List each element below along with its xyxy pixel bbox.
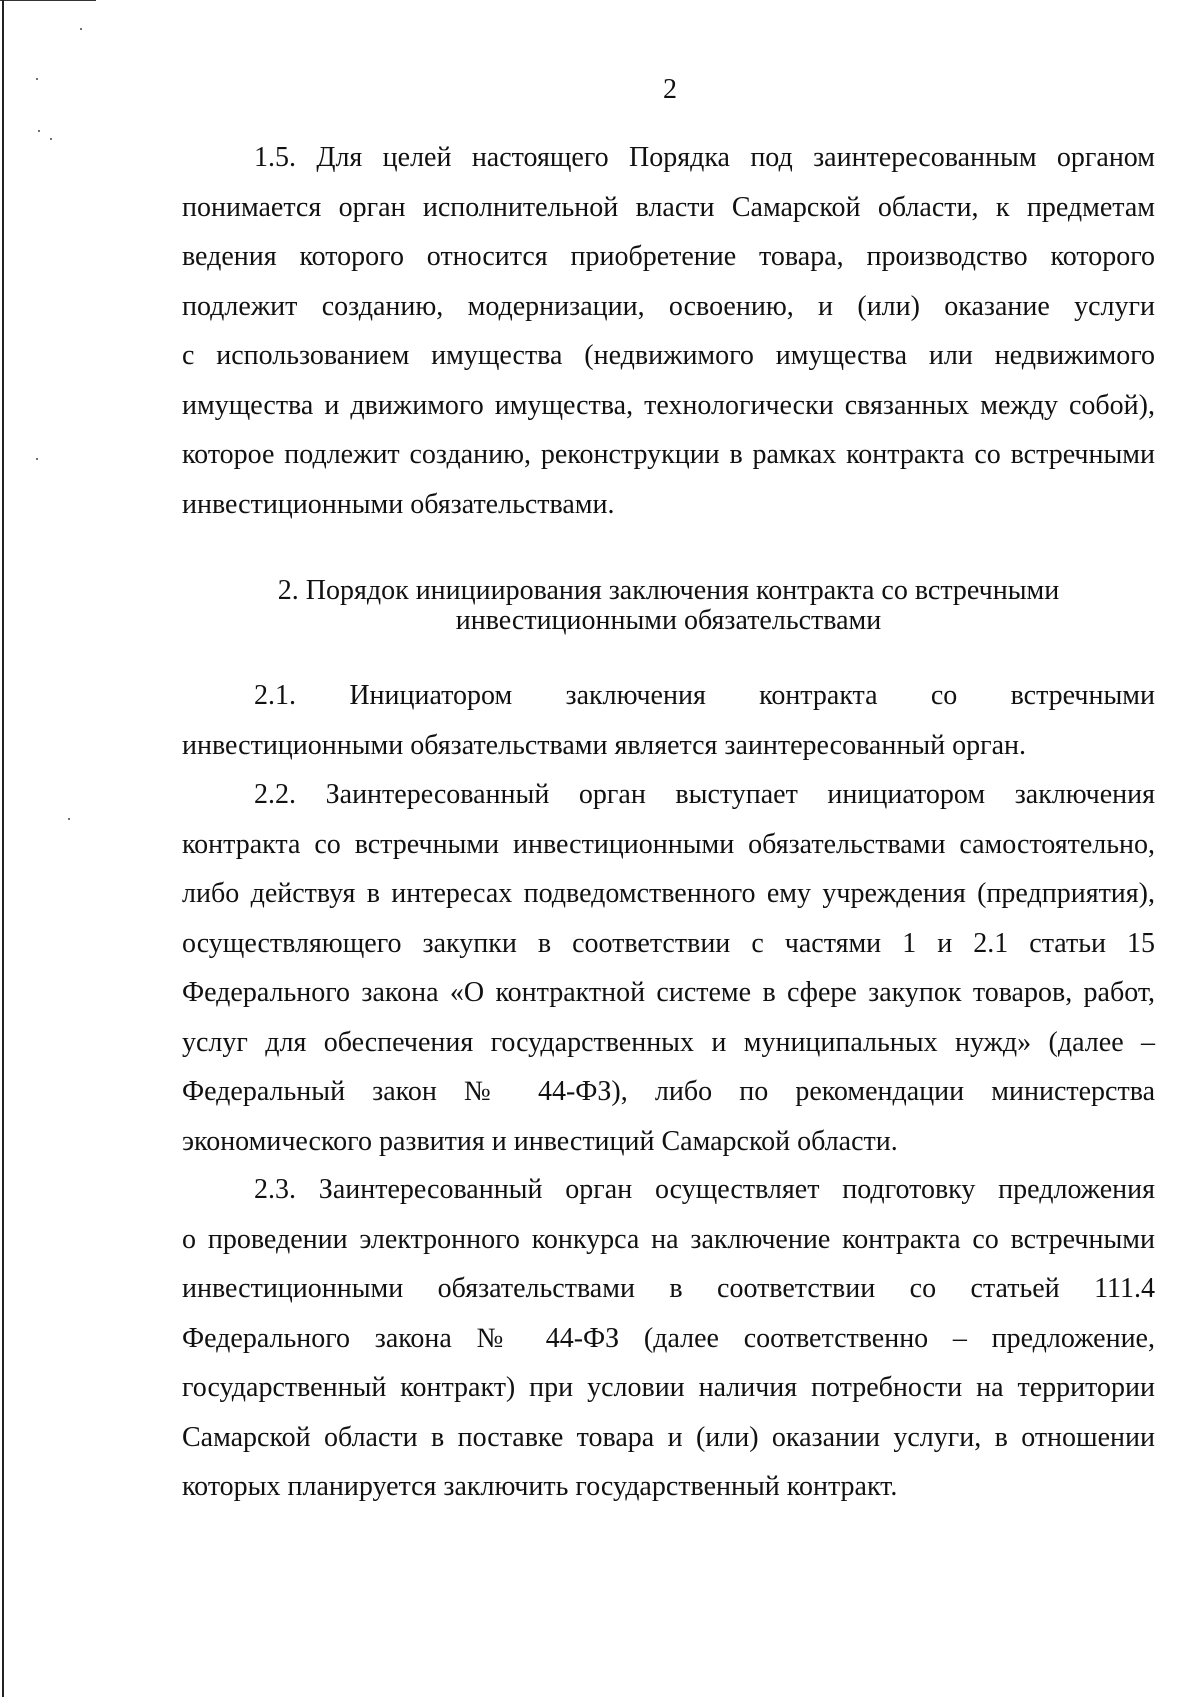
text-line: понимается орган исполнительной власти Самарской области, к предметам bbox=[182, 191, 1155, 223]
text-line: о проведении электронного конкурса на заключение контракта со встречными bbox=[182, 1223, 1155, 1255]
text-line: государственный контракт) при условии наличия потребности на территории bbox=[182, 1372, 1155, 1403]
text-line: услуг для обеспечения государственных и муниципальных нужд» (далее – bbox=[182, 1026, 1155, 1058]
text-line: которых планируется заключить государственный контракт. bbox=[182, 1471, 898, 1502]
text-line: ведения которого относится приобретение товара, производство которого bbox=[182, 241, 1155, 272]
text-line: имущества и движимого имущества, технологически связанных между собой), bbox=[182, 389, 1155, 421]
scan-speck bbox=[80, 28, 82, 30]
scan-speck bbox=[38, 130, 40, 132]
text-line: 2.2. Заинтересованный орган выступает инициатором заключения bbox=[254, 779, 1155, 810]
text-line: экономического развития и инвестиций Самарской области. bbox=[182, 1125, 898, 1157]
text-line: инвестиционными обязательствами. bbox=[182, 488, 615, 520]
section-heading bbox=[182, 576, 1155, 636]
text-line: контракта со встречными инвестиционными обязательствами самостоятельно, bbox=[182, 828, 1155, 860]
text-line: Федерального закона «О контрактной системе в сфере закупок товаров, работ, bbox=[182, 977, 1155, 1008]
scan-speck bbox=[68, 818, 70, 820]
text-line: осуществляющего закупки в соответствии с частями 1 и 2.1 статьи 15 bbox=[182, 927, 1155, 959]
heading-line: 2. Порядок инициирования заключения контракта со встречными bbox=[277, 575, 1060, 606]
text-line: 1.5. Для целей настоящего Порядка под заинтересованным органом bbox=[254, 142, 1155, 173]
heading-line: инвестиционными обязательствами bbox=[455, 605, 882, 636]
paragraph-1-5 bbox=[182, 133, 1155, 529]
text-line: Федерального закона № 44-ФЗ (далее соответственно – предложение, bbox=[182, 1322, 1155, 1354]
scan-speck bbox=[50, 138, 52, 140]
text-line: которое подлежит созданию, реконструкции в рамках контракта со встречными bbox=[182, 439, 1155, 470]
text-line: 2.3. Заинтересованный орган осуществляет подготовку предложения bbox=[254, 1174, 1155, 1205]
scan-speck bbox=[36, 458, 38, 460]
text-line: 2.1. Инициатором заключения контракта со встречными bbox=[254, 680, 1155, 711]
scan-edge-top bbox=[0, 0, 96, 1]
paragraph-2-1 bbox=[182, 671, 1155, 770]
scan-edge-left bbox=[2, 0, 4, 1697]
paragraph-2-3 bbox=[182, 1165, 1155, 1512]
paragraph-2-2 bbox=[182, 770, 1155, 1166]
page-number: 2 bbox=[663, 74, 677, 105]
text-line: с использованием имущества (недвижимого имущества или недвижимого bbox=[182, 340, 1155, 371]
text-line: Самарской области в поставке товара и (или) оказании услуги, в отношении bbox=[182, 1421, 1155, 1453]
text-line: либо действуя в интересах подведомственного ему учреждения (предприятия), bbox=[182, 878, 1155, 909]
text-line: Федеральный закон № 44-ФЗ), либо по рекомендации министерства bbox=[182, 1076, 1155, 1107]
text-line: подлежит созданию, модернизации, освоению, и (или) оказание услуги bbox=[182, 290, 1155, 322]
text-line: инвестиционными обязательствами является заинтересованный орган. bbox=[182, 729, 1027, 761]
text-line: инвестиционными обязательствами в соответствии со статьей 111.4 bbox=[182, 1273, 1155, 1304]
